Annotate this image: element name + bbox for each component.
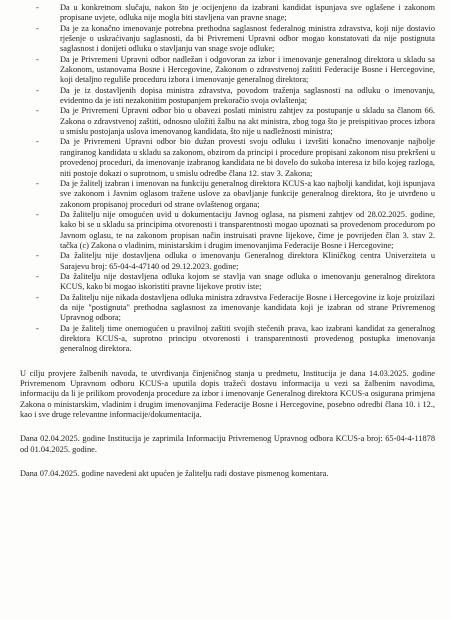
list-item-text: Da je Privremeni Upravni odbor bio u obavezi poslati ministru zahtjev za postupanje u skladu sa članom 66. Zakona o zdravstvenoj zaštiti, odnosno uložiti žalbu na akt ministra, zbog toga što je preispitivao proces izbora u smislu postojanja uslova imenovanog kandidata, što nije u nadležnosti ministra; (60, 106, 435, 137)
bullet-dash: - (36, 323, 39, 333)
bullet-dash: - (36, 292, 39, 302)
list-item-text: Da je žalitelj izabran i imenovan na funkciju generalnog direktora KCUS-a kao najbolji kandidat, koji ispunjava sve zakonom i Javnim oglasom tražene uslove za obavljanje funkcije generalnog direktora, što je utvrđeno u zakonom propisanoj proceduri od strane ovlaštenog organa; (60, 178, 435, 209)
bullet-dash: - (36, 106, 39, 116)
list-item (20, 55, 435, 86)
list-item-text: Da je Privremeni Upravni odbor nadležan i odgovoran za izbor i imenovanje generalnog direktora u skladu sa Zakonom, ustanovama Bosne i Hercegovine, Zakonom o zdravstvenoj zaštiti Federacije Bosne i Hercegovine, koji detaljno reguliše proceduru izbora i imenovanje generalnog direktora; (60, 54, 435, 85)
bullet-dash: - (36, 209, 39, 219)
list-item (20, 293, 435, 324)
bullet-dash: - (36, 85, 39, 95)
list-item-text: Da žalitelju nije dostavljena odluka o imenovanju Generalnog direktora Kliničkog centra Univerziteta u Sarajevu broj: 65-04-4-47140 od 29.12.2023. godine; (60, 251, 435, 271)
list-item (20, 106, 435, 137)
list-item-text: Da je iz dostavljenih dopisa ministra zdravstva, povodom traženja saglasnosti na odluku o imenovanju, evidentno da je isti nezakonitim postupanjem prekoračio svoja ovlaštenja; (60, 85, 435, 106)
list-item-text: Da žalitelju nije nikada dostavljena odluka ministra zdravstva Federacije Bosne i Hercegovine iz koje proizilazi da nije "postignuta" prethodna saglasnost za imenovanje kandidata koji je izabran od strane Privremenog Upravnog odbora; (60, 292, 435, 323)
bullet-dash: - (36, 251, 39, 261)
paragraph-received-information: Dana 02.04.2025. godine Institucija je zaprimila Informaciju Privremenog Upravnog odbora KCUS-a broj: 65-04-4-11878 od 01.04.2025. godine. (20, 434, 435, 454)
list-item (20, 3, 435, 24)
list-item-text: Da je žalitelj time onemogućen u pravilnoj zaštiti svojih stečenih prava, kao izabrani kandidat za generalnog direktora KCUS-a, suprotno principu otvorenosti i transparentnosti provedenog postupka imenovanja generalnog direktora. (60, 323, 435, 354)
paragraph-verification: U cilju provjere žalbenih navoda, te utvrđivanja činjeničnog stanja u predmetu, Institucija je dana 14.03.2025. godine Privremenom Upravnom odboru KCUS-a uputila dopis tražeći dostavu informacija u vezi sa žalbenim navodima, informaciju da li je prilikom provođenja procedure za izbor i imenovanje Generalnog direktora KCUS-a osigurana primjena Zakona o ministarskim, vladinim i drugim imenovanjima Federacije Bosne i Hercegovine, posebno odredbi člana 10. i 12., kao i sve druge relevantne informacije/dokumentacija. (20, 368, 435, 420)
list-item (20, 210, 435, 251)
list-item (20, 251, 435, 272)
list-item-text: Da je Privremeni Upravni odbor bio dužan provesti svoju odluku i izvršiti konačno imenovanje najbolje rangiranog kandidata u skladu sa zakonom, obzirom da principi i procedure propisani zakonom nisu prekršeni u provedenoj proceduri, da imenovanje izabranog kandidata ne bi dovelo do sukoba interesa iz bilo kojeg razloga, niti postoje dokazi o suprotnom, u smislu odredbe člana 12. stav 3. Zakona; (60, 137, 435, 178)
list-item-text: Da u konkretnom slučaju, nakon što je ocijenjeno da izabrani kandidat ispunjava sve oglašene i zakonom propisane uvjete, odluka nije mogla biti stavljena van pravne snage; (60, 3, 435, 23)
bullet-dash: - (36, 137, 39, 147)
list-item-text: Da je za konačno imenovanje potrebna prethodna saglasnost federalnog ministra zdravstva, koji nije dostavio rješenje o uskraćivanju saglasnosti, da bi Privremeni Upravni odbor mogao konstatovati da nije postignuta saglasnost i donijeti odluku o stavljanju van snage svoje odluke; (60, 23, 435, 54)
bullet-dash: - (36, 178, 39, 188)
list-item-text: Da žalitelju nije omogućen uvid u dokumentaciju Javnog oglasa, na pismeni zahtjev od 28.02.2025. godine, kako bi se u skladu sa principima otvorenosti i transparentnosti mogao upoznati sa provedenom procedurom po Javnom oglasu, te na zakonom propisan način instruisati pravne lijekove, čime je povrijeđen član 3. stav 2. tačka (c) Zakona o vladinim, ministarskim i drugim imenovanjima Federacije Bosne i Hercegovine; (60, 209, 435, 250)
bullet-dash: - (36, 23, 39, 33)
bullet-dash: - (36, 3, 39, 12)
paragraph-forwarded-to-complainant: Dana 07.04.2025. godine navedeni akt upućen je žalitelju radi dostave pismenog komentara. (20, 469, 329, 479)
complaint-points-list (20, 3, 435, 355)
list-item (20, 24, 435, 55)
list-item (20, 324, 435, 355)
list-item (20, 86, 435, 107)
list-item-text: Da žalitelju nije dostavljena odluka kojom se stavlja van snage odluka o imenovanju generalnog direktora KCUS, kako bi mogao iskoristiti pravne lijekove protiv iste; (60, 271, 435, 292)
list-item (20, 179, 435, 210)
bullet-dash: - (36, 271, 39, 281)
bullet-dash: - (36, 54, 39, 64)
list-item (20, 137, 435, 178)
list-item (20, 272, 435, 293)
